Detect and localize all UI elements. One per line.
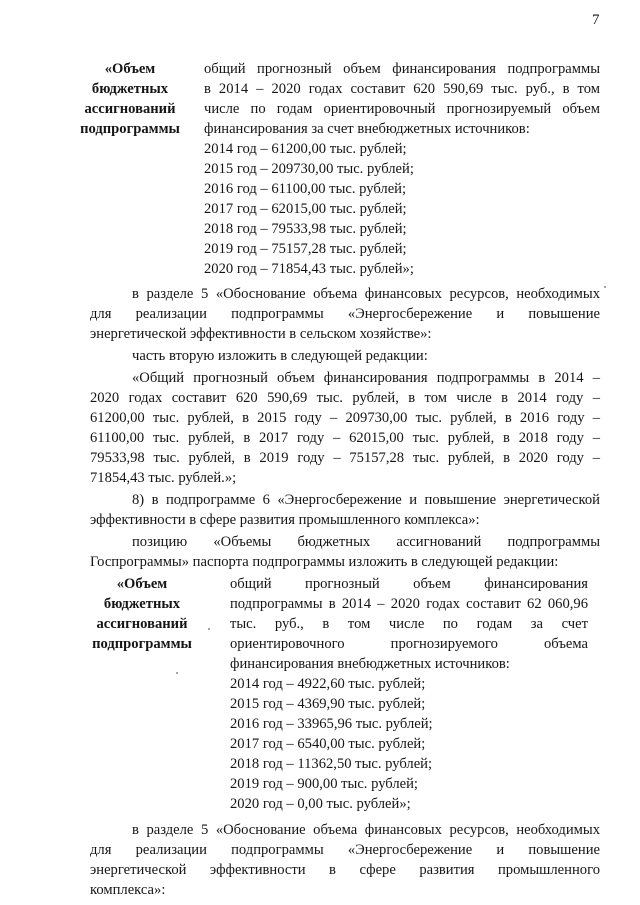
block1-label-line: бюджетных bbox=[91, 81, 169, 97]
paragraph-line: энергетической эффективности в сельском хозяйстве»: bbox=[90, 326, 432, 342]
block2-line: подпрограммы в 2014 – 2020 годах составит 62 060,96 bbox=[230, 596, 588, 612]
paragraph-line: «Общий прогнозный объем финансирования подпрограммы в 2014 – bbox=[132, 370, 600, 386]
paragraph-line: для реализации подпрограммы «Энергосбережение и повышение bbox=[90, 842, 600, 858]
block1-line: финансирования за счет внебюджетных источников: bbox=[204, 121, 530, 137]
year-line: 2015 год – 4369,90 тыс. рублей; bbox=[230, 696, 426, 712]
paragraph-line: позицию «Объемы бюджетных ассигнований подпрограммы bbox=[132, 534, 600, 550]
block1-label-line: «Объем bbox=[104, 61, 156, 77]
year-line: 2019 год – 75157,28 тыс. рублей; bbox=[204, 241, 407, 257]
year-line: 2019 год – 900,00 тыс. рублей; bbox=[230, 776, 418, 792]
block2-line: финансирования внебюджетных источников: bbox=[230, 656, 510, 672]
block1-label-line: подпрограммы bbox=[80, 121, 180, 137]
paragraph-line: в разделе 5 «Обоснование объема финансовых ресурсов, необходимых bbox=[132, 822, 600, 838]
scan-speck bbox=[604, 286, 606, 288]
paragraph-line: эффективности в сфере развития промышленного комплекса»: bbox=[90, 512, 480, 528]
year-line: 2020 год – 0,00 тыс. рублей»; bbox=[230, 796, 411, 812]
paragraph-line: часть вторую изложить в следующей редакции: bbox=[132, 348, 428, 364]
year-line: 2018 год – 11362,50 тыс. рублей; bbox=[230, 756, 433, 772]
paragraph-line: энергетической эффективности в сфере развития промышленного bbox=[90, 862, 600, 878]
block1-line: числе по годам ориентировочный прогнозируемый объем bbox=[204, 101, 600, 117]
block1-label-line: ассигнований bbox=[84, 101, 176, 117]
paragraph-line: в разделе 5 «Обоснование объема финансовых ресурсов, необходимых bbox=[132, 286, 600, 302]
paragraph-line: 71854,43 тыс. рублей.»; bbox=[90, 470, 237, 486]
scan-speck bbox=[176, 672, 178, 674]
year-line: 2017 год – 6540,00 тыс. рублей; bbox=[230, 736, 426, 752]
paragraph-line: 79533,98 тыс. рублей, в 2019 году – 75157,28 тыс. рублей, в 2020 году – bbox=[90, 450, 600, 466]
year-line: 2016 год – 33965,96 тыс. рублей; bbox=[230, 716, 433, 732]
block2-label-line: ассигнований bbox=[96, 616, 188, 632]
year-line: 2014 год – 4922,60 тыс. рублей; bbox=[230, 676, 426, 692]
year-line: 2015 год – 209730,00 тыс. рублей; bbox=[204, 161, 414, 177]
block2-label-line: бюджетных bbox=[103, 596, 181, 612]
block2-line: ориентировочного прогнозируемого объема bbox=[230, 636, 588, 652]
paragraph-line: Госпрограммы» паспорта подпрограммы изложить в следующей редакции: bbox=[90, 554, 559, 570]
scan-speck bbox=[208, 628, 210, 630]
block2-line: тыс. руб., в том числе по годам за счет bbox=[230, 616, 588, 632]
paragraph-line: 2020 годах составит 620 590,69 тыс. рублей, в том числе в 2014 году – bbox=[90, 390, 600, 406]
page-number: 7 bbox=[592, 12, 600, 28]
block2-label-line: «Объем bbox=[116, 576, 168, 592]
year-line: 2017 год – 62015,00 тыс. рублей; bbox=[204, 201, 407, 217]
year-line: 2016 год – 61100,00 тыс. рублей; bbox=[204, 181, 407, 197]
paragraph-line: для реализации подпрограммы «Энергосбережение и повышение bbox=[90, 306, 600, 322]
paragraph-line: 61200,00 тыс. рублей, в 2015 году – 209730,00 тыс. рублей, в 2016 году – bbox=[90, 410, 600, 426]
year-line: 2014 год – 61200,00 тыс. рублей; bbox=[204, 141, 407, 157]
block1-line: общий прогнозный объем финансирования подпрограммы bbox=[204, 61, 600, 77]
paragraph-line: 61100,00 тыс. рублей, в 2017 году – 62015,00 тыс. рублей, в 2018 году – bbox=[90, 430, 600, 446]
year-line: 2020 год – 71854,43 тыс. рублей»; bbox=[204, 261, 414, 277]
block2-label-line: подпрограммы bbox=[92, 636, 192, 652]
paragraph-line: 8) в подпрограмме 6 «Энергосбережение и повышение энергетической bbox=[132, 492, 600, 508]
block1-line: в 2014 – 2020 годах составит 620 590,69 тыс. руб., в том bbox=[204, 81, 600, 97]
year-line: 2018 год – 79533,98 тыс. рублей; bbox=[204, 221, 407, 237]
paragraph-line: комплекса»: bbox=[90, 882, 166, 898]
block2-line: общий прогнозный объем финансирования bbox=[230, 576, 588, 592]
